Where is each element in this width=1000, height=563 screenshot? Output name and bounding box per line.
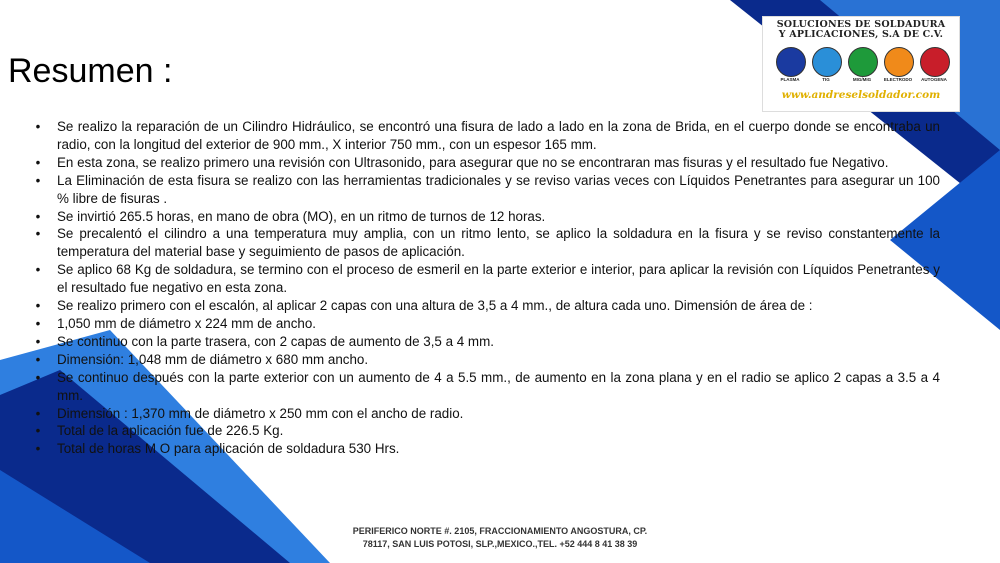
bullet-icon: • [35, 369, 41, 385]
process-label: AUTOGENA [921, 77, 947, 82]
list-item-text: En esta zona, se realizo primero una revisión con Ultrasonido, para asegurar que no se encontraran mas fisuras y el resultado fue Negativo. [57, 154, 889, 170]
list-item-text: La Eliminación de esta fisura se realizo con las herramientas tradicionales y se reviso varias veces con Líquidos Penetrantes para asegurar un 100 % libre de fisuras . [57, 172, 940, 206]
list-item-text: Se realizo la reparación de un Cilindro Hidráulico, se encontró una fisura de lado a lado en la zona de Brida, en el cuerpo donde se encontraba un radio, con la longitud del exterior de 900 mm., X interior 750 mm., con un espesor 165 mm. [57, 119, 940, 152]
bullet-icon: • [35, 262, 41, 278]
tig-icon [812, 47, 842, 77]
bullet-icon: • [35, 119, 41, 134]
process-label: TIG [822, 77, 830, 82]
bullet-icon: • [35, 405, 41, 421]
list-item [32, 405, 940, 423]
list-item-text: Se realizo primero con el escalón, al aplicar 2 capas con una altura de 3,5 a 4 mm., de altura cada uno. Dimensión de área de : [57, 298, 813, 314]
plasma-icon [776, 47, 806, 77]
list-item [32, 172, 940, 208]
list-item-text: Total de horas M O para aplicación de soldadura 530 Hrs. [57, 441, 400, 457]
list-item [32, 261, 940, 297]
company-name [763, 20, 959, 40]
company-logo [762, 16, 960, 112]
website-url: www.andreselsoldador.com [781, 89, 941, 101]
bullet-icon: • [35, 315, 41, 331]
footer-line2: 78117, SAN LUIS POTOSI, SLP.,MEXICO.,TEL. +52 444 8 41 38 39 [362, 539, 638, 549]
footer-line1: PERIFERICO NORTE #. 2105, FRACCIONAMIENTO ANGOSTURA, CP. [352, 526, 648, 536]
list-item [32, 440, 940, 458]
list-item-text: Se aplico 68 Kg de soldadura, se termino con el proceso de esmeril en la parte exterior e interior, para aplicar la revisión con Líquidos Penetrantes y el resultado fue negativo en esta zona. [57, 262, 940, 296]
bullet-icon: • [35, 172, 41, 188]
footer-address [300, 525, 700, 551]
bullet-icon: • [35, 441, 41, 457]
electrode-icon [884, 47, 914, 77]
list-item [32, 297, 940, 315]
list-item [32, 154, 940, 172]
list-item [32, 333, 940, 351]
bullet-icon: • [35, 351, 41, 367]
process-label: ELECTRODO [883, 77, 913, 82]
list-item [32, 422, 940, 440]
list-item [32, 225, 940, 261]
bullet-icon: • [35, 154, 41, 170]
summary-list [32, 118, 940, 458]
list-item-text: Total de la aplicación fue de 226.5 Kg. [57, 423, 284, 439]
list-item-text: Se continuo con la parte trasera, con 2 capas de aumento de 3,5 a 4 mm. [57, 333, 494, 349]
bullet-icon: • [35, 208, 41, 224]
company-name-line1: SOLUCIONES DE SOLDADURA [776, 19, 946, 30]
list-item-text: Se continuo después con la parte exterior con un aumento de 4 a 5.5 mm., de aumento en la zona plana y en el radio se aplico 2 capas a 3.5 a 4 mm. [57, 369, 940, 403]
list-item-text: Dimensión : 1,370 mm de diámetro x 250 mm con el ancho de radio. [57, 405, 464, 421]
list-item [32, 118, 940, 154]
list-item-text: 1,050 mm de diámetro x 224 mm de ancho. [57, 315, 317, 331]
process-icons [770, 47, 954, 87]
mig-icon [848, 47, 878, 77]
bullet-icon: • [35, 298, 41, 314]
company-name-line2: Y APLICACIONES, S.A DE C.V. [778, 29, 944, 40]
list-item [32, 208, 940, 226]
bullet-icon: • [35, 423, 41, 439]
list-item-text: Se precalentó el cilindro a una temperatura muy amplia, con un ritmo lento, se aplico la soldadura en la fisura y se reviso constantemente la temperatura del material base y seguimiento de pasos de aplicación. [57, 226, 940, 260]
autogena-icon [920, 47, 950, 77]
process-label: PLASMA [780, 77, 800, 82]
page-title: Resumen : [8, 52, 173, 90]
list-item-text: Se invirtió 265.5 horas, en mano de obra (MO), en un ritmo de turnos de 12 horas. [57, 208, 546, 224]
bullet-icon: • [35, 333, 41, 349]
process-label: MIG/MIG [852, 77, 872, 82]
bullet-icon: • [35, 226, 41, 242]
list-item-text: Dimensión: 1,048 mm de diámetro x 680 mm ancho. [57, 351, 369, 367]
list-item [32, 369, 940, 405]
list-item [32, 315, 940, 333]
list-item [32, 351, 940, 369]
